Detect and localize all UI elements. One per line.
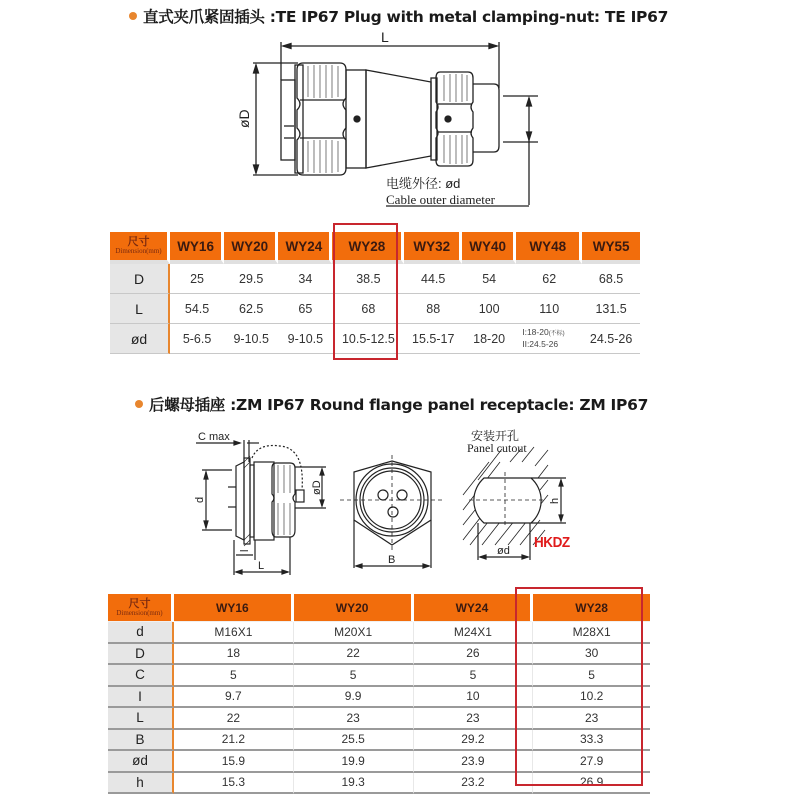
label-h: h [549,497,561,504]
table-row [108,622,650,644]
label-D: øD [311,480,323,495]
cell: 68.5 [582,264,640,294]
table-row [108,708,650,730]
cell: 5 [533,665,650,687]
cell: 29.5 [224,264,278,294]
cell: 18 [174,644,294,666]
cell: 22 [294,644,414,666]
label-l: l [239,549,251,552]
col-wy55: WY55 [582,232,640,264]
cell: 19.9 [294,751,414,773]
receptacle-dimension-table [108,594,650,794]
table-row [108,687,650,709]
cell: 30 [533,644,650,666]
col-wy16: WY16 [170,232,224,264]
cell: 25 [170,264,224,294]
col-wy40: WY40 [462,232,516,264]
cell: 88 [404,294,462,324]
cell: 100 [462,294,516,324]
dimension-header-cn: 尺寸 [127,236,150,248]
cell: 38.5 [332,264,404,294]
label-L: L [381,29,389,45]
cell: 23.2 [414,773,534,795]
cell: 23 [414,708,534,730]
cell: 10 [414,687,534,709]
cell: 18-20 [462,324,516,354]
section1-title-en: TE IP67 Plug with metal clamping-nut: TE IP67 [275,8,669,26]
cell: M16X1 [174,622,294,644]
row-label: D [108,644,174,666]
row-label: I [108,687,174,709]
row-label: h [108,773,174,795]
cell: 19.3 [294,773,414,795]
cell: 62 [516,264,582,294]
cell: 68 [332,294,404,324]
label-L: L [258,560,265,572]
cell: 5 [414,665,534,687]
col-wy24: WY24 [278,232,332,264]
row-label: ød [108,751,174,773]
cell: 24.5-26 [582,324,640,354]
dimension-header-en: Dimension(mm) [116,608,163,617]
label-B: B [388,554,396,566]
cell: 10.2 [533,687,650,709]
section2-title-cn: 后螺母插座 : [149,396,236,414]
cell: 33.3 [533,730,650,752]
od-line1: I:18-20 [522,327,549,338]
cutout-label-cn: 安装开孔 [471,429,520,443]
table-row [108,644,650,666]
cell: 62.5 [224,294,278,324]
row-label: C [108,665,174,687]
cell: 9-10.5 [224,324,278,354]
col-wy16: WY16 [174,594,294,622]
cell: 23 [294,708,414,730]
col-wy48: WY48 [516,232,582,264]
od-line2: II:24.5-26 [522,338,559,349]
table-row [108,773,650,795]
table-row [108,730,650,752]
cell: 9-10.5 [278,324,332,354]
cell: 27.9 [533,751,650,773]
cell: M28X1 [533,622,650,644]
label-od: ød [497,545,510,557]
cell: 54 [462,264,516,294]
cell: 5 [174,665,294,687]
cell: M20X1 [294,622,414,644]
col-wy20: WY20 [224,232,278,264]
cell: 25.5 [294,730,414,752]
col-wy24: WY24 [414,594,534,622]
col-wy20: WY20 [294,594,414,622]
cable-label-cn: 电缆外径: ød [386,176,461,191]
section2-title-en: ZM IP67 Round flange panel receptacle: ZM IP67 [236,396,649,414]
cell: 5 [294,665,414,687]
cell: 23 [533,708,650,730]
cell: 9.7 [174,687,294,709]
cable-label-en: Cable outer diameter [386,192,496,207]
cell: 15.3 [174,773,294,795]
cell: 29.2 [414,730,534,752]
dimension-header [108,594,174,622]
cell: 5-6.5 [170,324,224,354]
cell: 10.5-12.5 [332,324,404,354]
col-wy28: WY28 [332,232,404,264]
dimension-header-cn: 尺寸 [128,597,151,610]
cell: 110 [516,294,582,324]
section1-title-cn: 直式夹爪紧固插头 : [143,8,276,26]
cell: 26 [414,644,534,666]
label-cmax: C max [198,431,230,443]
cell: M24X1 [414,622,534,644]
cell: 9.9 [294,687,414,709]
label-d: d [194,496,206,503]
cell: 23.9 [414,751,534,773]
dimension-header-en: Dimension(mm) [115,247,162,255]
cell: 54.5 [170,294,224,324]
row-label: D [110,264,170,294]
cell: 131.5 [582,294,640,324]
row-label: ød [110,324,170,354]
row-label: L [110,294,170,324]
row-label: B [108,730,174,752]
cell: 15.5-17 [404,324,462,354]
cutout-label-en: Panel cutout [467,441,527,455]
cell: 15.9 [174,751,294,773]
brand-watermark: HKDZ [534,534,570,551]
col-wy32: WY32 [404,232,462,264]
cell: 26.9 [533,773,650,795]
cell: 22 [174,708,294,730]
cell: 34 [278,264,332,294]
cell: 65 [278,294,332,324]
table-row [108,751,650,773]
table-header-row [108,594,650,622]
col-wy28: WY28 [533,594,650,622]
row-label: L [108,708,174,730]
od-note: (不标) [548,331,565,338]
cell: 44.5 [404,264,462,294]
table-row [108,665,650,687]
label-D: øD [236,109,252,128]
row-label: d [108,622,174,644]
cell: 21.2 [174,730,294,752]
